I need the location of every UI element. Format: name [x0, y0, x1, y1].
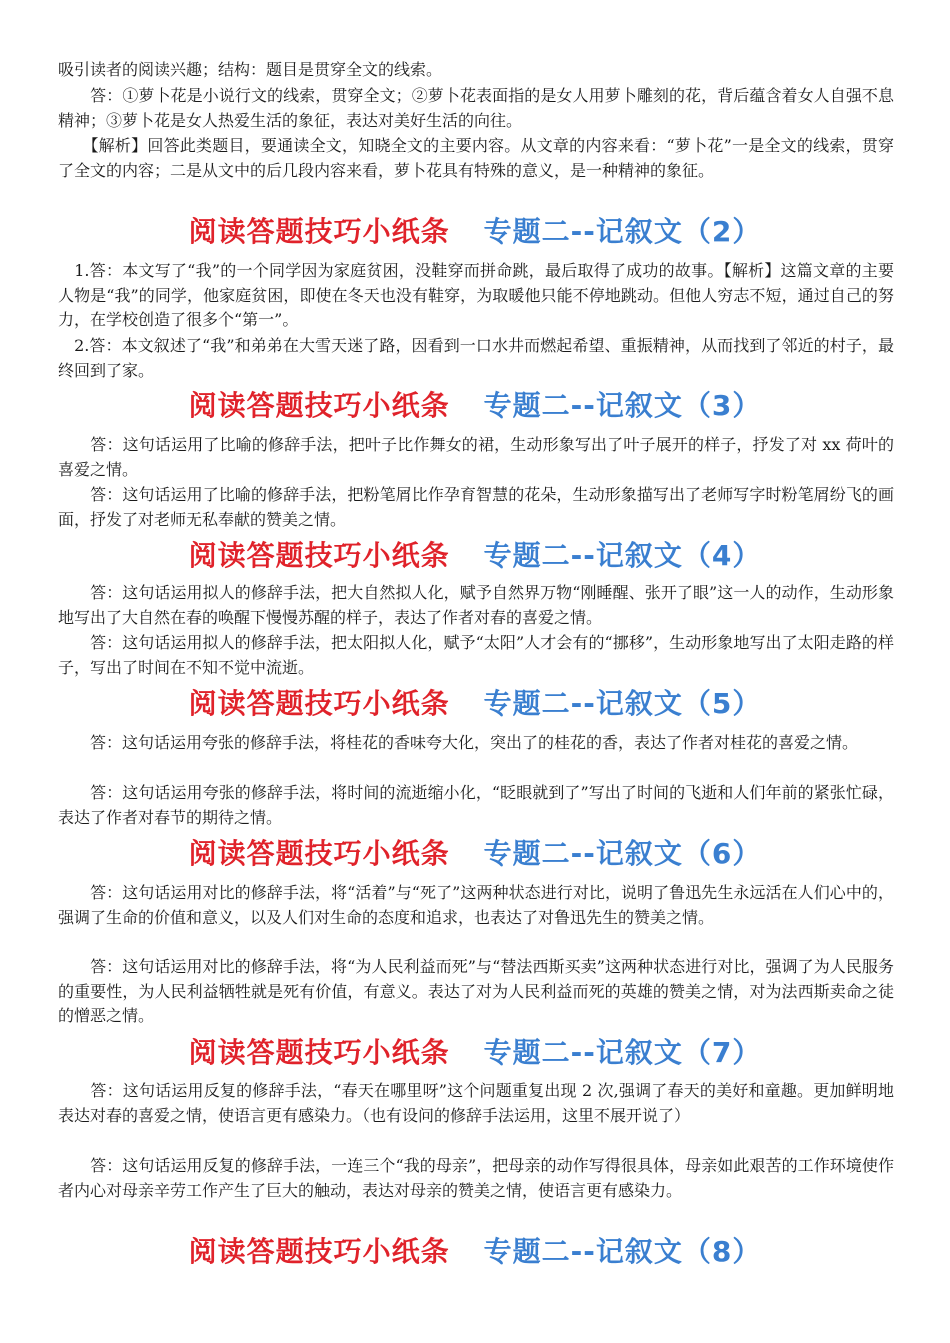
section-paragraph: 答：这句话运用了比喻的修辞手法，把叶子比作舞女的裙，生动形象写出了叶子展开的样子，抒发了对 xx 荷叶的喜爱之情。 [58, 435, 894, 479]
title-blue: 专题二--记叙文（6） [483, 837, 762, 870]
section-title [0, 536, 950, 576]
title-red: 阅读答题技巧小纸条 [188, 687, 450, 720]
title-red: 阅读答题技巧小纸条 [188, 215, 450, 248]
title-blue: 专题二--记叙文（4） [483, 539, 762, 572]
intro-paragraph-3: 【解析】回答此类题目，要通读全文，知晓全文的主要内容。从文章的内容来看：“萝卜花”一是全文的线索，贯穿了全文的内容；二是从文中的后几段内容来看，萝卜花具有特殊的意义，是一种精神的象征。 [58, 136, 894, 180]
section-title [0, 684, 950, 724]
section-title [0, 1033, 950, 1073]
section-paragraph: 答：这句话运用对比的修辞手法，将“为人民利益而死”与“替法西斯买卖”这两种状态进行对比，强调了为人民服务的重要性，为人民利益牺牲就是死有价值，有意义。表达了对为人民利益而死的英雄的赞美之情，对为法西斯卖命之徒的憎恶之情。 [58, 957, 894, 1025]
title-blue: 专题二--记叙文（8） [483, 1235, 762, 1268]
section-paragraph: 1.答：本文写了“我”的一个同学因为家庭贫困，没鞋穿而拼命跳，最后取得了成功的故事。【解析】这篇文章的主要人物是“我”的同学，他家庭贫困，即使在冬天也没有鞋穿，为取暖他只能不停地跳动。但他人穷志不短，通过自己的努力，在学校创造了很多个“第一”。 [58, 261, 894, 329]
title-red: 阅读答题技巧小纸条 [188, 1235, 450, 1268]
title-blue: 专题二--记叙文（5） [483, 687, 762, 720]
title-blue: 专题二--记叙文（2） [483, 215, 762, 248]
section-paragraph: 答：这句话运用反复的修辞手法，“春天在哪里呀”这个问题重复出现 2 次,强调了春天的美好和童趣。更加鲜明地表达对春的喜爱之情，使语言更有感染力。（也有设问的修辞手法运用，这里不展开说了） [58, 1081, 894, 1125]
section-paragraph: 答：这句话运用了比喻的修辞手法，把粉笔屑比作孕育智慧的花朵，生动形象描写出了老师写字时粉笔屑纷飞的画面，抒发了对老师无私奉献的赞美之情。 [58, 485, 894, 529]
title-red: 阅读答题技巧小纸条 [188, 837, 450, 870]
intro-paragraph-2: 答：①萝卜花是小说行文的线索，贯穿全文；②萝卜花表面指的是女人用萝卜雕刻的花，背后蕴含着女人自强不息精神；③萝卜花是女人热爱生活的象征，表达对美好生活的向往。 [58, 86, 894, 130]
section-paragraph: 答：这句话运用拟人的修辞手法，把太阳拟人化，赋予“太阳”人才会有的“挪移”，生动形象地写出了太阳走路的样子，写出了时间在不知不觉中流逝。 [58, 633, 894, 677]
section-paragraph: 答：这句话运用拟人的修辞手法，把大自然拟人化，赋予自然界万物“刚睡醒、张开了眼”这一人的动作，生动形象地写出了大自然在春的唤醒下慢慢苏醒的样子，表达了作者对春的喜爱之情。 [58, 583, 894, 627]
section-title [0, 386, 950, 426]
title-blue: 专题二--记叙文（3） [483, 389, 762, 422]
section-title [0, 834, 950, 874]
section-paragraph: 答：这句话运用夸张的修辞手法，将桂花的香味夸大化，突出了的桂花的香，表达了作者对桂花的喜爱之情。 [58, 733, 859, 752]
section-paragraph: 答：这句话运用反复的修辞手法，一连三个“我的母亲”，把母亲的动作写得很具体，母亲如此艰苦的工作环境使作者内心对母亲辛劳工作产生了巨大的触动，表达对母亲的赞美之情，使语言更有感染力。 [58, 1156, 894, 1200]
title-red: 阅读答题技巧小纸条 [188, 1036, 450, 1069]
title-red: 阅读答题技巧小纸条 [188, 539, 450, 572]
section-paragraph: 答：这句话运用对比的修辞手法，将“活着”与“死了”这两种状态进行对比，说明了鲁迅先生永远活在人们心中的，强调了生命的价值和意义，以及人们对生命的态度和追求，也表达了对鲁迅先生的赞美之情。 [58, 883, 894, 927]
section-title [0, 1232, 950, 1272]
section-paragraph: 答：这句话运用夸张的修辞手法，将时间的流逝缩小化，“眨眼就到了”写出了时间的飞逝和人们年前的紧张忙碌，表达了作者对春节的期待之情。 [58, 783, 894, 827]
title-blue: 专题二--记叙文（7） [483, 1036, 762, 1069]
section-title [0, 212, 950, 252]
intro-paragraph-1: 吸引读者的阅读兴趣；结构：题目是贯穿全文的线索。 [58, 60, 443, 79]
title-red: 阅读答题技巧小纸条 [188, 389, 450, 422]
section-paragraph: 2.答：本文叙述了“我”和弟弟在大雪天迷了路，因看到一口水井而燃起希望、重振精神，从而找到了邻近的村子，最终回到了家。 [58, 336, 894, 380]
